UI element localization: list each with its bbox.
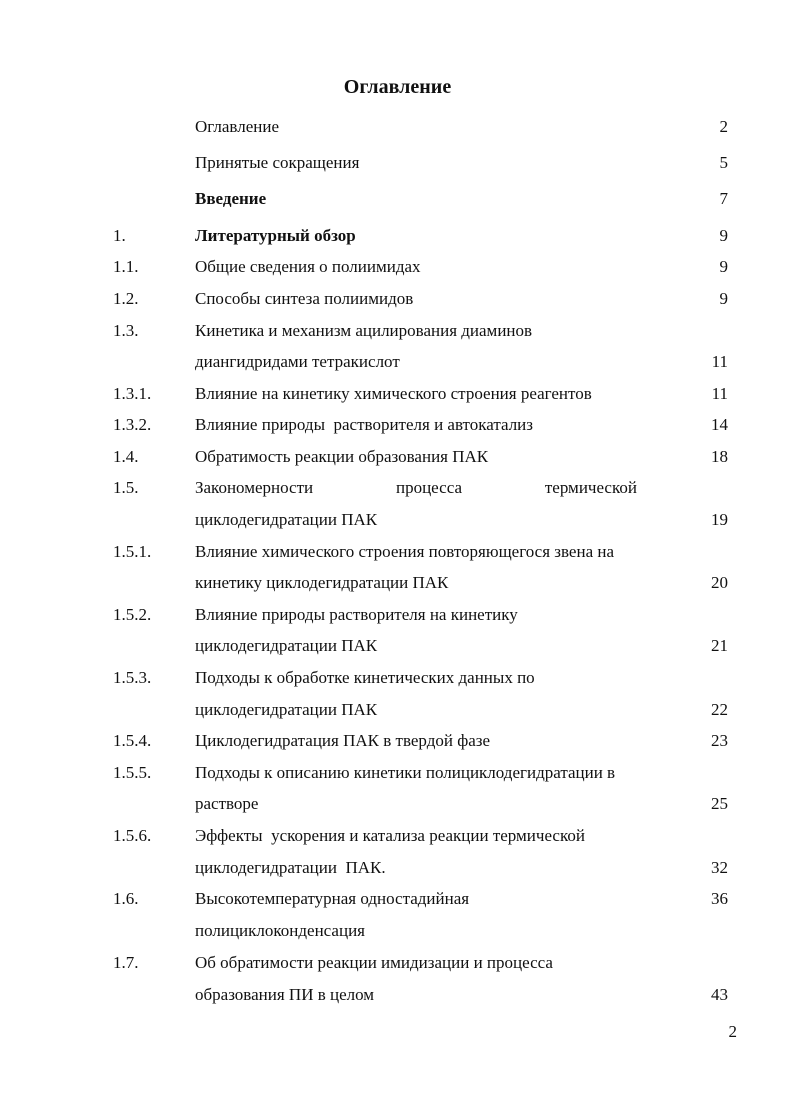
toc-entry-continuation xyxy=(0,700,795,722)
toc-entry-page: 7 xyxy=(719,189,728,208)
toc-entry-number: 1.7. xyxy=(113,953,139,972)
toc-entry-text: Влияние химического строения повторяющегося звена на xyxy=(195,542,615,561)
toc-entry-continuation xyxy=(0,636,795,658)
toc-entry-text-line2: циклодегидратации ПАК xyxy=(195,636,378,655)
toc-entry xyxy=(0,117,795,139)
toc-entry xyxy=(0,605,795,627)
toc-entry-number: 1.5.3. xyxy=(113,668,152,687)
toc-entry-text: Способы синтеза полиимидов xyxy=(195,289,414,308)
toc-entry-page: 43 xyxy=(711,985,728,1004)
toc-entry-page: 5 xyxy=(719,153,728,172)
toc-entry-number: 1.4. xyxy=(113,447,139,466)
toc-entry-text: Высокотемпературная одностадийная xyxy=(195,889,470,908)
toc-entry xyxy=(0,731,795,753)
toc-entry-continuation xyxy=(0,794,795,816)
toc-entry-text-line2: циклодегидратации ПАК. xyxy=(195,858,386,877)
toc-entry-page: 20 xyxy=(711,573,728,592)
toc-entry-text-line2: диангидридами тетракислот xyxy=(195,352,400,371)
toc-entry xyxy=(0,478,795,500)
toc-entry-continuation xyxy=(0,858,795,880)
toc-entry xyxy=(0,226,795,248)
toc-entry-text: Оглавление xyxy=(195,117,279,136)
toc-entry xyxy=(0,542,795,564)
toc-entry xyxy=(0,153,795,175)
toc-entry-text-line2: кинетику циклодегидратации ПАК xyxy=(195,573,449,592)
toc-entry-page: 11 xyxy=(711,384,728,403)
toc-entry-continuation xyxy=(0,921,795,943)
toc-entry-word: термической xyxy=(544,478,637,497)
toc-entry-text: Принятые сокращения xyxy=(195,153,360,172)
toc-entry-number: 1.1. xyxy=(113,257,139,276)
toc-entry-page: 2 xyxy=(719,117,728,136)
toc-entry-text: Обратимость реакции образования ПАК xyxy=(195,447,489,466)
toc-entry-text: Подходы к обработке кинетических данных по xyxy=(195,668,535,687)
toc-entry xyxy=(0,826,795,848)
toc-entry-number: 1.3.2. xyxy=(113,415,152,434)
toc-entry xyxy=(0,384,795,406)
toc-entry-number: 1. xyxy=(113,226,126,245)
toc-entry-text: Подходы к описанию кинетики полициклодегидратации в xyxy=(195,763,616,782)
toc-entry xyxy=(0,447,795,469)
toc-entry-text: Влияние природы растворителя и автокатализ xyxy=(195,415,533,434)
toc-entry-page: 14 xyxy=(711,415,728,434)
toc-entry-page: 18 xyxy=(711,447,728,466)
toc-entry-number: 1.6. xyxy=(113,889,139,908)
toc-entry-page: 32 xyxy=(711,858,728,877)
toc-entry-text xyxy=(195,478,637,498)
toc-entry-number: 1.5.5. xyxy=(113,763,152,782)
toc-entry-text-line2: циклодегидратации ПАК xyxy=(195,700,378,719)
toc-entry-text: Кинетика и механизм ацилирования диаминов xyxy=(195,321,533,340)
toc-entry xyxy=(0,321,795,343)
toc-entry-page: 9 xyxy=(719,289,728,308)
toc-entry-number: 1.3.1. xyxy=(113,384,152,403)
toc-entry xyxy=(0,668,795,690)
toc-entry-page: 11 xyxy=(711,352,728,371)
toc-entry-page: 19 xyxy=(711,510,728,529)
toc-entry-number: 1.5.1. xyxy=(113,542,152,561)
toc-entry-continuation xyxy=(0,510,795,532)
toc-entry xyxy=(0,763,795,785)
toc-entry-text: Влияние на кинетику химического строения реагентов xyxy=(195,384,592,403)
toc-entry-word: процесса xyxy=(395,478,462,497)
toc-entry-number: 1.5.4. xyxy=(113,731,152,750)
toc-entry-page: 36 xyxy=(711,889,728,908)
toc-entry-number: 1.3. xyxy=(113,321,139,340)
toc-entry-text: Литературный обзор xyxy=(195,226,356,245)
toc-entry-text-line2: образования ПИ в целом xyxy=(195,985,375,1004)
toc-entry-text: Влияние природы растворителя на кинетику xyxy=(195,605,518,624)
toc-entry-page: 9 xyxy=(719,226,728,245)
toc-entry-page: 23 xyxy=(711,731,728,750)
toc-entry-page: 22 xyxy=(711,700,728,719)
toc-entry-number: 1.2. xyxy=(113,289,139,308)
toc-entry xyxy=(0,257,795,279)
page-title: Оглавление xyxy=(343,76,452,98)
toc-entry xyxy=(0,289,795,311)
toc-entry-text-line2: циклодегидратации ПАК xyxy=(195,510,378,529)
toc-entry-text: Об обратимости реакции имидизации и процесса xyxy=(195,953,553,972)
toc-entry-continuation xyxy=(0,573,795,595)
toc-entry-text: Введение xyxy=(195,189,267,208)
toc-entry xyxy=(0,889,795,911)
toc-entry-word: Закономерности xyxy=(195,478,314,497)
toc-entry xyxy=(0,189,795,211)
toc-entry-number: 1.5.6. xyxy=(113,826,152,845)
toc-entry xyxy=(0,953,795,975)
toc-entry-page: 25 xyxy=(711,794,728,813)
toc-entry-continuation xyxy=(0,985,795,1007)
toc-entry xyxy=(0,415,795,437)
toc-entry-number: 1.5.2. xyxy=(113,605,152,624)
toc-entry-continuation xyxy=(0,352,795,374)
toc-entry-text: Эффекты ускорения и катализа реакции термической xyxy=(195,826,585,845)
toc-entry-page: 9 xyxy=(719,257,728,276)
toc-entry-page: 21 xyxy=(711,636,728,655)
toc-entry-text-line2: растворе xyxy=(195,794,259,813)
toc-entry-text: Общие сведения о полиимидах xyxy=(195,257,421,276)
page-number: 2 xyxy=(728,1022,737,1041)
toc-entry-number: 1.5. xyxy=(113,478,139,497)
toc-entry-text-line2: полициклоконденсация xyxy=(195,921,365,940)
toc-entry-text: Циклодегидратация ПАК в твердой фазе xyxy=(195,731,491,750)
